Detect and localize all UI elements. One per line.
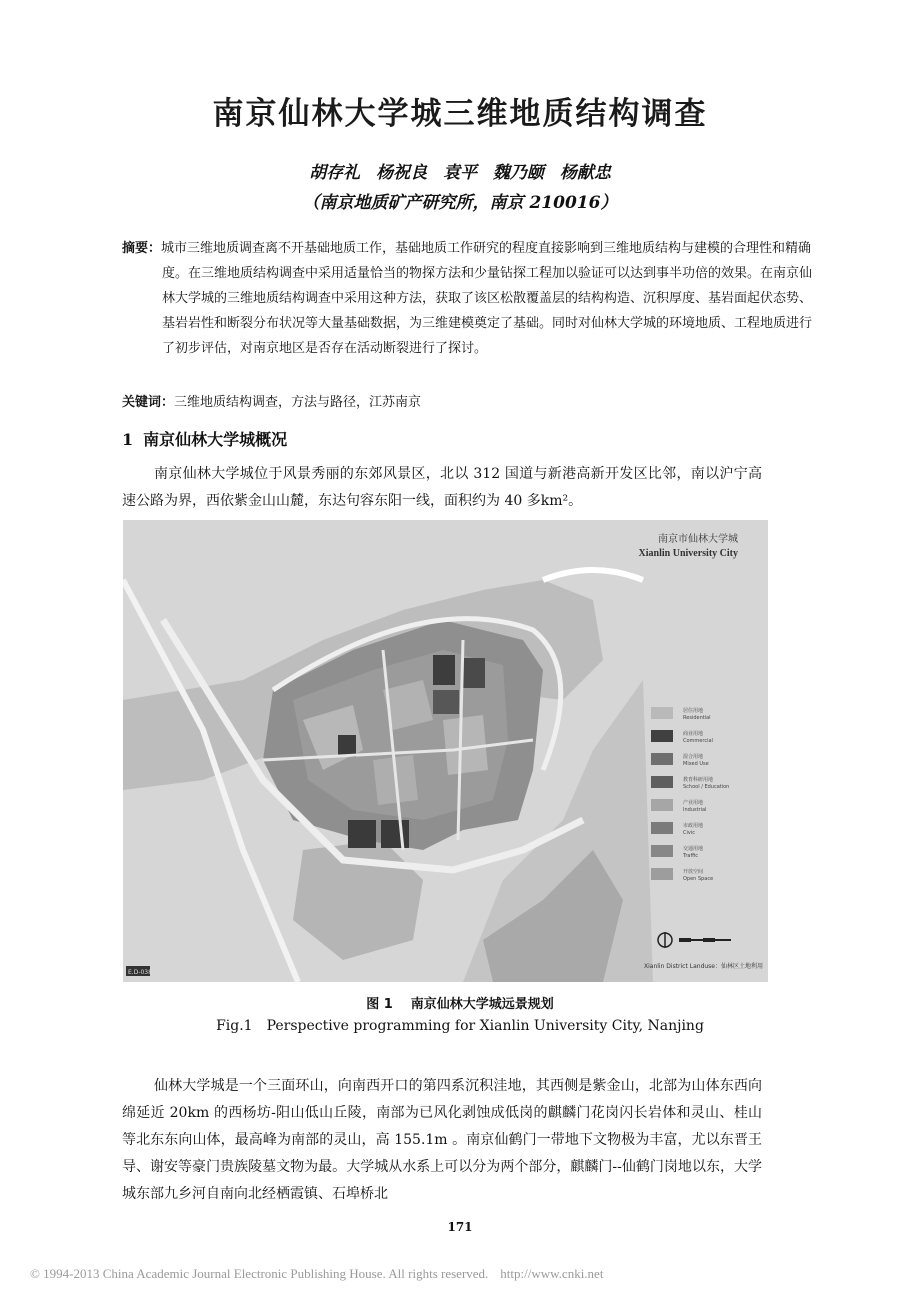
footer-copyright: © 1994-2013 China Academic Journal Electronic Publishing House. All rights reserved. [30,1266,489,1281]
figure-number-cn: 图 1 [366,997,393,1012]
legend-label-cn: 开放空间 [683,869,704,875]
figure-caption-cn [0,993,920,1012]
footer [30,1266,603,1282]
legend-label-cn: 商业用地 [683,731,704,737]
legend-label-en: Industrial [683,807,707,813]
legend-label-en: Mixed Use [683,761,709,767]
keywords [122,391,772,410]
section-number: 1 [122,430,134,449]
paragraph-2: 仙林大学城是一个三面环山，向南西开口的第四系沉积洼地，其西侧是紫金山，北部为山体东西向绵延近 20km 的西杨坊-阳山低山丘陵，南部为已风化剥蚀成低岗的麒麟门花岗闪长岩体和灵山、桂山等北东东向山体，最高峰为南部的灵山，高 155.1m 。南京仙鹤门一带地下文物极为丰富，尤以东晋王导、谢安等豪门贵族陵墓文物为最。大学城从水系上可以分为两个部分，麒麟门--仙鹤门岗地以东，大学城东部九乡河自南向北经栖霞镇、石埠桥北 [122,1078,762,1202]
legend-label-en: Commercial [683,738,713,744]
figure-caption-cn-text: 南京仙林大学城远景规划 [410,997,554,1012]
keywords-label: 关键词： [122,395,175,410]
legend-label-cn: 混合用地 [683,754,704,760]
legend-label-cn: 教育科研用地 [683,777,714,783]
map-title-cn: 南京市仙林大学城 [658,534,738,545]
legend-label-en: Residential [683,715,711,721]
figure-landuse-map [123,520,768,982]
map-footer: Xianlin District Landuse：仙林区土地利用 [643,963,763,970]
abstract-text: 城市三维地质调查离不开基础地质工作，基础地质工作研究的程度直接影响到三维地质结构与建模的合理性和精确度。在三维地质结构调查中采用适量恰当的物探方法和少量钻探工程加以验证可以达到事半功倍的效果。在南京仙林大学城的三维地质结构调查中采用这种方法，获取了该区松散覆盖层的结构构造、沉积厚度、基岩面起伏态势、基岩岩性和断裂分布状况等大量基础数据，为三维建模奠定了基础。同时对仙林大学城的环境地质、工程地质进行了初步评估，对南京地区是否存在活动断裂进行了探讨。 [161,241,813,356]
abstract [122,236,812,361]
author-list: 胡存礼 杨祝良 袁平 魏乃颐 杨献忠 [309,163,611,183]
map-title-en: Xianlin University City [638,548,738,559]
section-heading [122,427,297,450]
figure-caption-en [0,1018,920,1034]
legend-label-en: Civic [683,830,695,836]
figure-caption-en-text: Perspective programming for Xianlin University City, Nanjing [266,1018,704,1034]
paragraph-1: 南京仙林大学城位于风景秀丽的东郊风景区，北以 312 国道与新港高新开发区比邻，南以沪宁高速公路为界，西依紫金山山麓，东达句容东阳一线，面积约为 40 多km²。 [122,466,762,509]
page-number: 171 [447,1220,473,1234]
legend-label-cn: 交通用地 [683,846,704,852]
figure-number-en: Fig.1 [216,1018,253,1034]
footer-link[interactable]: http://www.cnki.net [500,1266,604,1281]
legend-label-en: School / Education [683,784,730,790]
abstract-label: 摘要： [122,241,162,256]
section-title: 南京仙林大学城概况 [143,430,288,449]
paper-title: 南京仙林大学城三维地质结构调查 [212,96,708,132]
legend-label-cn: 市政用地 [683,823,704,829]
legend-label-en: Open Space [683,876,714,882]
affiliation: （南京地质矿产研究所，南京 210016） [302,193,618,213]
legend-label-en: Traffic [683,853,699,859]
map-graphic [123,520,768,982]
keywords-text: 三维地质结构调查，方法与路径，江苏南京 [174,395,422,410]
legend-label-cn: 产业用地 [683,800,704,806]
map-stamp: E.D-038 [128,969,152,976]
legend-label-cn: 居住用地 [683,708,704,714]
